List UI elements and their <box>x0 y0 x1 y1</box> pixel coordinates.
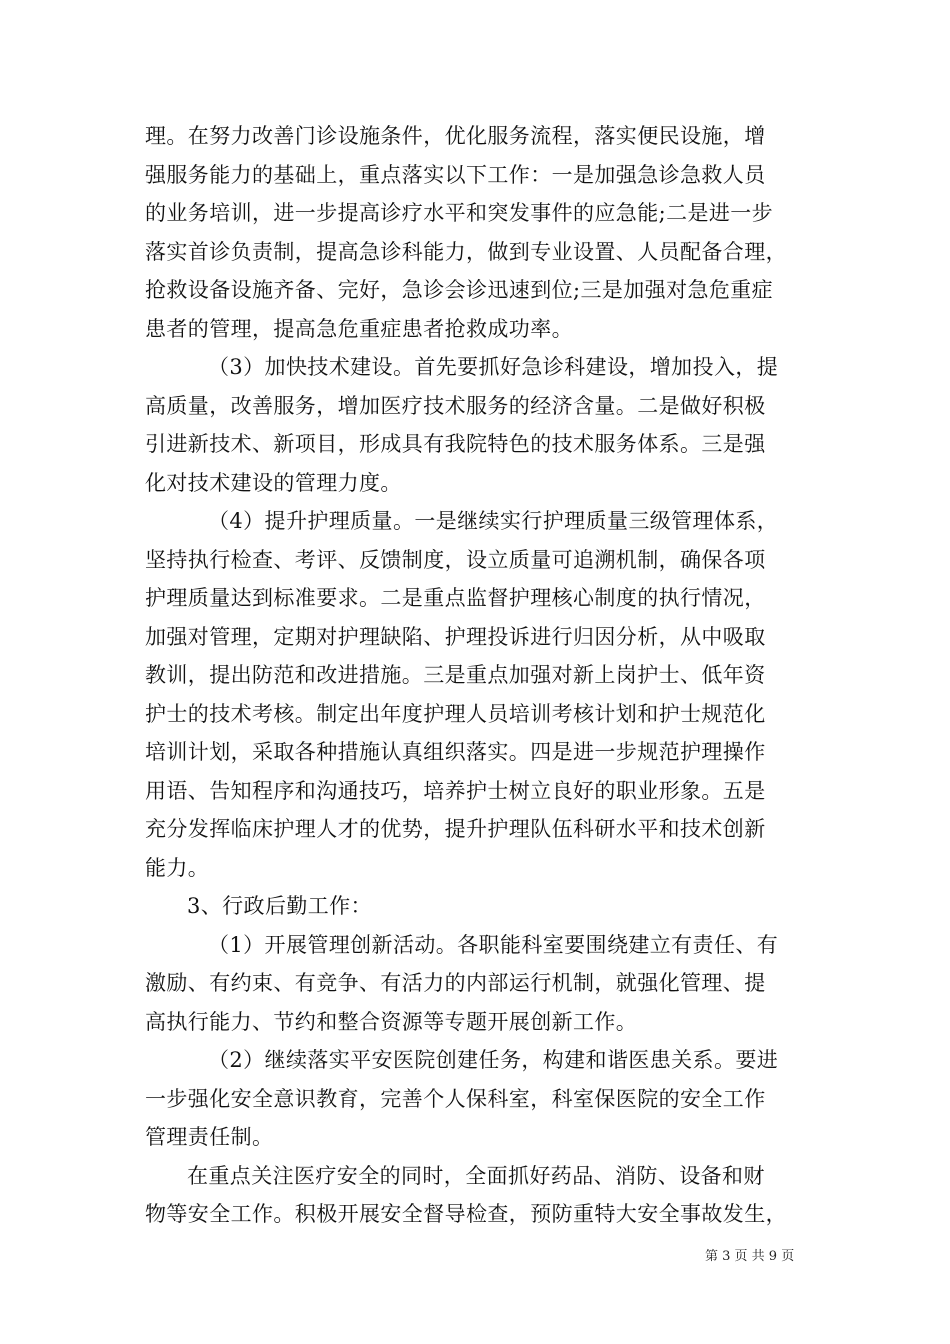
text-line: 强服务能力的基础上，重点落实以下工作：一是加强急诊急救人员 <box>145 162 766 187</box>
paragraph <box>145 502 815 887</box>
text-line: 高质量，改善服务，增加医疗技术服务的经济含量。二是做好积极 <box>145 393 766 418</box>
paragraph <box>145 1157 815 1234</box>
text-line: （2）继续落实平安医院创建任务，构建和谐医患关系。要进 <box>208 1048 779 1072</box>
text-line: 抢救设备设施齐备、完好，急诊会诊迅速到位;三是加强对急危重症 <box>145 278 774 302</box>
paragraph <box>145 926 815 1042</box>
text-line: 能力。 <box>145 855 210 880</box>
text-line: 在重点关注医疗安全的同时，全面抓好药品、消防、设备和财 <box>187 1163 765 1188</box>
paragraph <box>145 117 815 348</box>
text-line: （1）开展管理创新活动。各职能科室要围绕建立有责任、有 <box>208 932 779 957</box>
text-line: 患者的管理，提高急危重症患者抢救成功率。 <box>145 316 573 341</box>
text-line: 理。在努力改善门诊设施条件，优化服务流程，落实便民设施，增 <box>145 124 766 148</box>
text-line: 3、行政后勤工作： <box>187 894 372 918</box>
paragraph <box>145 887 815 926</box>
text-line: 管理责任制。 <box>145 1125 274 1149</box>
text-line: 激励、有约束、有竞争、有活力的内部运行机制，就强化管理、提 <box>145 971 766 995</box>
text-line: 坚持执行检查、考评、反馈制度，设立质量可追溯机制，确保各项 <box>145 547 766 572</box>
text-line: 高执行能力、节约和整合资源等专题开展创新工作。 <box>145 1009 638 1034</box>
text-line: 教训，提出防范和改进措施。三是重点加强对新上岗护士、低年资 <box>145 663 766 687</box>
text-line: 护理质量达到标准要求。二是重点监督护理核心制度的执行情况， <box>145 586 766 610</box>
text-line: 落实首诊负责制，提高急诊科能力，做到专业设置、人员配备合理， <box>145 239 787 264</box>
text-line: 物等安全工作。积极开展安全督导检查，预防重特大安全事故发生， <box>145 1202 787 1226</box>
paragraph <box>145 1041 815 1157</box>
text-line: 培训计划，采取各种措施认真组织落实。四是进一步规范护理操作 <box>145 740 766 764</box>
text-line: （4）提升护理质量。一是继续实行护理质量三级管理体系， <box>208 509 779 533</box>
text-line: 的业务培训，进一步提高诊疗水平和突发事件的应急能;二是进一步 <box>145 201 774 225</box>
text-line: 护士的技术考核。制定出年度护理人员培训考核计划和护士规范化 <box>145 701 766 726</box>
text-line: 用语、告知程序和沟通技巧，培养护士树立良好的职业形象。五是 <box>145 778 766 803</box>
text-line: 充分发挥临床护理人才的优势，提升护理队伍科研水平和技术创新 <box>145 817 766 841</box>
body-text <box>145 117 815 1234</box>
text-line: 加强对管理，定期对护理缺陷、护理投诉进行归因分析，从中吸取 <box>145 624 766 649</box>
text-line: 化对技术建设的管理力度。 <box>145 470 402 495</box>
text-line: 引进新技术、新项目，形成具有我院特色的技术服务体系。三是强 <box>145 432 766 456</box>
paragraph <box>145 348 815 502</box>
text-line: 一步强化安全意识教育，完善个人保科室，科室保医院的安全工作 <box>145 1086 766 1111</box>
text-line: （3）加快技术建设。首先要抓好急诊科建设，增加投入，提 <box>208 355 779 379</box>
page-number-footer: 第 3 页 共 9 页 <box>705 1249 795 1264</box>
